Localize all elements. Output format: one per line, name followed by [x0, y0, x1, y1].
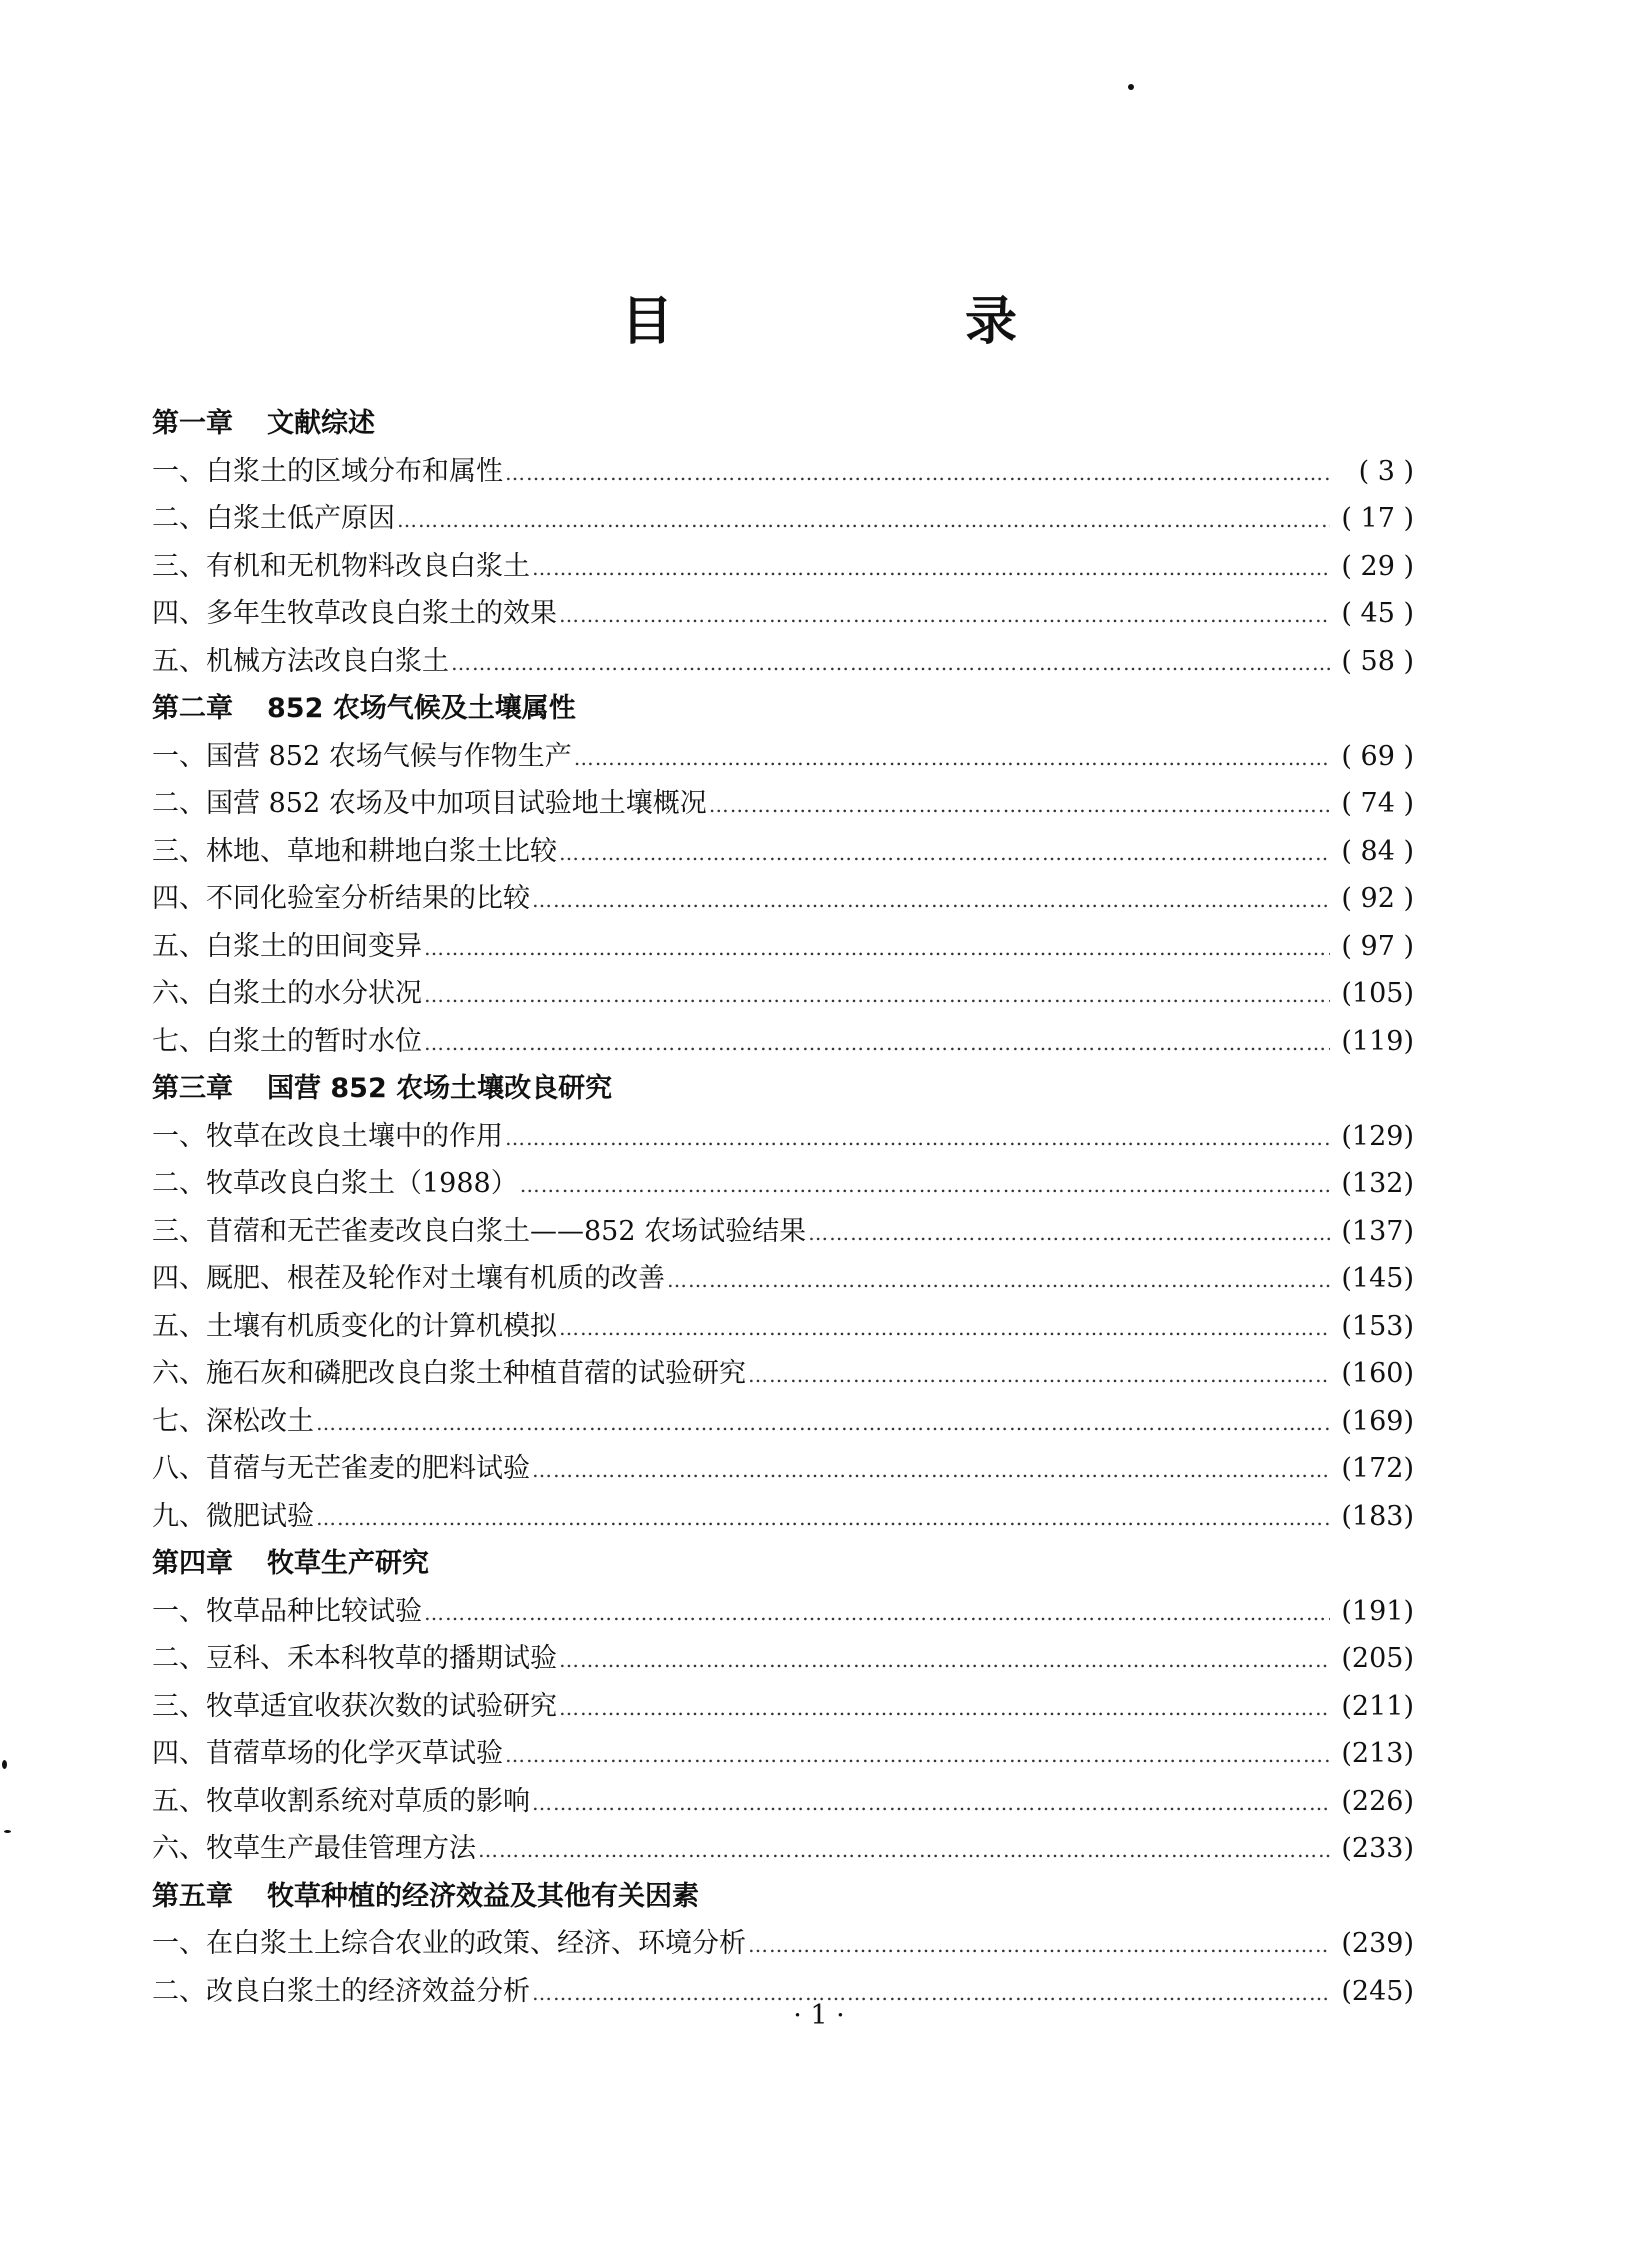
toc-entry[interactable] [152, 733, 1414, 781]
toc-entry[interactable] [152, 1635, 1414, 1683]
chapter-title: 852 农场气候及土壤属性 [267, 693, 576, 724]
dot-leader [748, 1350, 1330, 1400]
scan-speck [1128, 84, 1134, 90]
toc-entry-label: 三、苜蓿和无芒雀麦改良白浆土——852 农场试验结果 [152, 1215, 807, 1247]
toc-entry-page: (119) [1341, 1025, 1414, 1057]
chapter-heading [152, 1065, 1414, 1113]
toc-entry-label: 一、国营 852 农场气候与作物生产 [152, 740, 572, 772]
chapter-number: 第三章 [152, 1073, 233, 1104]
toc-entry-label: 二、豆科、禾本科牧草的播期试验 [152, 1643, 557, 1674]
toc-entry-page: ( 29 ) [1341, 550, 1414, 582]
dot-leader [505, 1730, 1330, 1780]
dot-leader [532, 1778, 1330, 1828]
toc-entry-page: (172) [1341, 1453, 1414, 1484]
toc-entry[interactable] [152, 1208, 1414, 1256]
dot-leader [520, 1160, 1330, 1210]
toc-entry[interactable] [152, 1350, 1414, 1398]
toc-entry-label: 三、林地、草地和耕地白浆土比较 [152, 835, 557, 867]
toc-entry-label: 一、牧草在改良土壤中的作用 [152, 1120, 503, 1152]
toc-entry-page: (211) [1341, 1690, 1414, 1722]
chapter-heading [152, 1873, 1414, 1921]
toc-entry-label: 四、不同化验室分析结果的比较 [152, 883, 530, 914]
toc-entry-page: ( 92 ) [1341, 883, 1414, 914]
dot-leader [424, 1588, 1330, 1638]
dot-leader [559, 828, 1330, 878]
toc-entry-label: 三、牧草适宜收获次数的试验研究 [152, 1690, 557, 1722]
toc-entry[interactable] [152, 543, 1414, 591]
toc-entry[interactable] [152, 448, 1414, 496]
toc-entry-page: ( 69 ) [1341, 740, 1414, 772]
toc-entry[interactable] [152, 1683, 1414, 1731]
dot-leader [559, 1683, 1330, 1733]
toc-entry[interactable] [152, 1730, 1414, 1778]
toc-entry-page: ( 3 ) [1358, 455, 1414, 487]
dot-leader [559, 590, 1330, 640]
table-of-contents [152, 400, 1414, 2015]
toc-entry-label: 二、牧草改良白浆土（1988） [152, 1168, 518, 1199]
toc-entry-label: 一、在白浆土上综合农业的政策、经济、环境分析 [152, 1928, 746, 1959]
dot-leader [559, 1303, 1330, 1353]
dot-leader [424, 970, 1330, 1020]
page-title: 目 录 [620, 292, 1137, 352]
toc-entry-label: 四、苜蓿草场的化学灭草试验 [152, 1738, 503, 1769]
toc-entry-page: ( 58 ) [1341, 645, 1414, 677]
toc-entry-page: (213) [1341, 1738, 1414, 1769]
dot-leader [424, 923, 1330, 973]
toc-entry[interactable] [152, 1778, 1414, 1826]
toc-entry-page: ( 74 ) [1341, 788, 1414, 819]
toc-entry[interactable] [152, 1255, 1414, 1303]
toc-entry-page: (226) [1341, 1785, 1414, 1817]
toc-entry-page: (153) [1341, 1310, 1414, 1342]
toc-entry-label: 四、多年生牧草改良白浆土的效果 [152, 598, 557, 629]
toc-entry-label: 五、土壤有机质变化的计算机模拟 [152, 1310, 557, 1342]
toc-entry[interactable] [152, 1825, 1414, 1873]
toc-entry-page: ( 17 ) [1341, 503, 1414, 534]
toc-entry-label: 二、国营 852 农场及中加项目试验地土壤概况 [152, 788, 707, 819]
toc-entry-page: (169) [1341, 1405, 1414, 1437]
toc-entry[interactable] [152, 1303, 1414, 1351]
toc-entry[interactable] [152, 1398, 1414, 1446]
dot-leader [532, 1445, 1330, 1495]
toc-entry-label: 六、白浆土的水分状况 [152, 978, 422, 1009]
toc-entry-label: 七、深松改土 [152, 1405, 314, 1437]
toc-entry-label: 五、牧草收割系统对草质的影响 [152, 1785, 530, 1817]
toc-entry-page: (245) [1341, 1975, 1414, 2007]
dot-leader [316, 1398, 1330, 1448]
chapter-number: 第一章 [152, 408, 233, 439]
toc-entry[interactable] [152, 970, 1414, 1018]
toc-entry-label: 四、厩肥、根茬及轮作对土壤有机质的改善 [152, 1263, 665, 1294]
dot-leader [532, 543, 1330, 593]
toc-entry-label: 五、机械方法改良白浆土 [152, 645, 449, 677]
toc-entry-page: (105) [1341, 978, 1414, 1009]
toc-entry-label: 九、微肥试验 [152, 1500, 314, 1532]
toc-entry-label: 二、白浆土低产原因 [152, 503, 395, 534]
dot-leader [532, 875, 1330, 925]
toc-entry-label: 六、牧草生产最佳管理方法 [152, 1833, 476, 1864]
dot-leader [808, 1208, 1330, 1258]
toc-entry[interactable] [152, 590, 1414, 638]
toc-entry-page: (145) [1341, 1263, 1414, 1294]
toc-entry-label: 七、白浆土的暂时水位 [152, 1025, 422, 1057]
toc-entry-page: ( 84 ) [1341, 835, 1414, 867]
toc-entry[interactable] [152, 923, 1414, 971]
toc-entry[interactable] [152, 1113, 1414, 1161]
scan-speck [4, 1830, 11, 1833]
toc-entry[interactable] [152, 875, 1414, 923]
toc-entry-page: (160) [1341, 1358, 1414, 1389]
toc-entry[interactable] [152, 1160, 1414, 1208]
dot-leader [478, 1825, 1330, 1875]
chapter-title: 文献综述 [267, 408, 375, 439]
toc-entry[interactable] [152, 638, 1414, 686]
toc-entry-page: ( 45 ) [1341, 598, 1414, 629]
toc-entry-label: 二、改良白浆土的经济效益分析 [152, 1975, 530, 2007]
toc-entry[interactable] [152, 495, 1414, 543]
dot-leader [709, 780, 1330, 830]
chapter-heading [152, 1540, 1414, 1588]
toc-entry-label: 三、有机和无机物料改良白浆土 [152, 550, 530, 582]
chapter-heading [152, 400, 1414, 448]
toc-entry-label: 五、白浆土的田间变异 [152, 930, 422, 962]
toc-entry[interactable] [152, 780, 1414, 828]
dot-leader [397, 495, 1330, 545]
dot-leader [424, 1018, 1330, 1068]
chapter-number: 第四章 [152, 1548, 233, 1579]
toc-entry-page: (132) [1341, 1168, 1414, 1199]
toc-entry[interactable] [152, 1588, 1414, 1636]
toc-entry-page: (129) [1341, 1120, 1414, 1152]
toc-entry-page: (233) [1341, 1833, 1414, 1864]
dot-leader [316, 1493, 1330, 1543]
dot-leader [574, 733, 1330, 783]
toc-entry-page: (239) [1341, 1928, 1414, 1959]
toc-entry[interactable] [152, 1493, 1414, 1541]
dot-leader [748, 1920, 1330, 1970]
chapter-title: 牧草种植的经济效益及其他有关因素 [267, 1880, 699, 1912]
chapter-heading [152, 685, 1414, 733]
toc-entry-page: (205) [1341, 1643, 1414, 1674]
toc-entry-label: 一、牧草品种比较试验 [152, 1595, 422, 1627]
toc-entry-page: (137) [1341, 1215, 1414, 1247]
dot-leader [559, 1635, 1330, 1685]
chapter-number: 第五章 [152, 1880, 233, 1912]
toc-entry-label: 六、施石灰和磷肥改良白浆土种植苜蓿的试验研究 [152, 1358, 746, 1389]
chapter-title: 牧草生产研究 [267, 1548, 429, 1579]
toc-entry-page: (183) [1341, 1500, 1414, 1532]
dot-leader [667, 1255, 1330, 1305]
scan-speck [2, 1760, 7, 1769]
dot-leader [505, 448, 1330, 498]
page-folio: · 1 · [793, 2000, 845, 2031]
toc-entry[interactable] [152, 1018, 1414, 1066]
dot-leader [505, 1113, 1330, 1163]
chapter-title: 国营 852 农场土壤改良研究 [267, 1073, 613, 1104]
toc-entry-page: ( 97 ) [1341, 930, 1414, 962]
toc-entry-label: 一、白浆土的区域分布和属性 [152, 455, 503, 487]
toc-entry-label: 八、苜蓿与无芒雀麦的肥料试验 [152, 1453, 530, 1484]
toc-entry[interactable] [152, 1920, 1414, 1968]
chapter-number: 第二章 [152, 693, 233, 724]
toc-entry[interactable] [152, 828, 1414, 876]
toc-entry[interactable] [152, 1445, 1414, 1493]
toc-entry-page: (191) [1341, 1595, 1414, 1627]
dot-leader [451, 638, 1330, 688]
